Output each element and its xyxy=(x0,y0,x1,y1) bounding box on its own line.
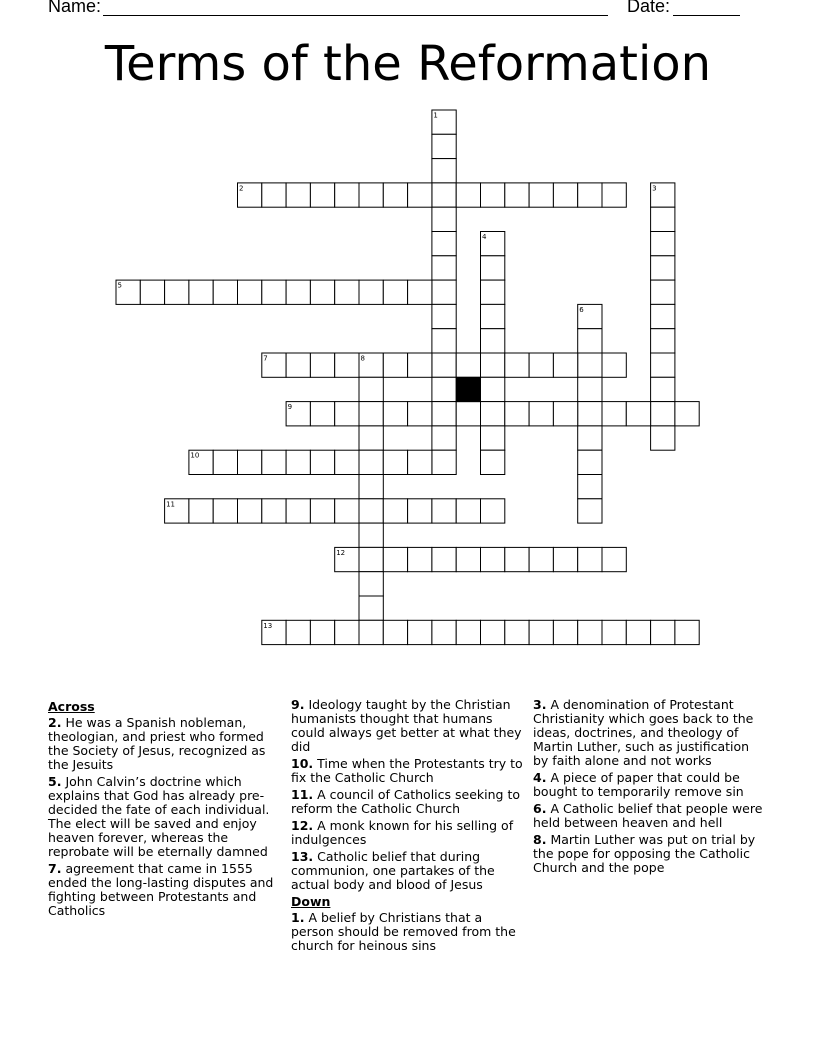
cell-number: 6 xyxy=(579,305,584,314)
cell-number: 5 xyxy=(117,281,122,290)
grid-cell[interactable] xyxy=(310,499,334,523)
cell-number: 1 xyxy=(433,111,438,120)
grid-cell[interactable] xyxy=(626,620,650,644)
grid-cell[interactable] xyxy=(432,329,456,353)
grid-cell[interactable] xyxy=(408,353,432,377)
grid-cell[interactable] xyxy=(359,620,383,644)
grid-cell[interactable] xyxy=(335,183,359,207)
grid-cell[interactable] xyxy=(310,280,334,304)
clue-across-11 xyxy=(291,788,523,816)
date-label: Date: xyxy=(627,0,671,16)
grid-cell[interactable] xyxy=(408,402,432,426)
grid-cell[interactable] xyxy=(359,523,383,547)
across-heading: Across xyxy=(48,699,95,714)
grid-cell[interactable] xyxy=(651,232,675,256)
grid-cell[interactable] xyxy=(310,402,334,426)
grid-cell[interactable] xyxy=(651,304,675,328)
grid-cell[interactable] xyxy=(602,183,626,207)
grid-cell[interactable] xyxy=(456,499,480,523)
grid-cell[interactable] xyxy=(335,353,359,377)
grid-cell[interactable] xyxy=(189,280,213,304)
clue-number: 3. xyxy=(533,697,547,712)
clue-down-6 xyxy=(533,802,765,830)
grid-cell[interactable] xyxy=(408,499,432,523)
grid-cell[interactable] xyxy=(578,450,602,474)
grid-cell[interactable] xyxy=(456,353,480,377)
grid-cell[interactable] xyxy=(578,183,602,207)
grid-cell[interactable] xyxy=(213,280,237,304)
grid-cell[interactable] xyxy=(432,499,456,523)
grid-cell[interactable] xyxy=(383,183,407,207)
grid-cell[interactable] xyxy=(286,450,310,474)
grid-cell[interactable] xyxy=(481,256,505,280)
grid-cell[interactable] xyxy=(359,426,383,450)
grid-cell[interactable] xyxy=(408,280,432,304)
grid-cell[interactable] xyxy=(602,402,626,426)
grid-cell[interactable] xyxy=(578,499,602,523)
grid-cell[interactable] xyxy=(359,596,383,620)
grid-cell[interactable] xyxy=(578,620,602,644)
clue-text: A Catholic belief that people were held between heaven and hell xyxy=(533,801,763,830)
grid-cell[interactable] xyxy=(651,280,675,304)
grid-cell[interactable] xyxy=(383,450,407,474)
grid-cell[interactable] xyxy=(602,620,626,644)
clue-number: 4. xyxy=(533,770,547,785)
grid-cell[interactable] xyxy=(310,183,334,207)
grid-cell[interactable] xyxy=(262,499,286,523)
clue-number: 1. xyxy=(291,910,305,925)
grid-cell[interactable] xyxy=(262,450,286,474)
grid-cell[interactable] xyxy=(262,280,286,304)
cell-number: 8 xyxy=(360,354,365,363)
clue-number: 7. xyxy=(48,861,62,876)
grid-cell[interactable] xyxy=(432,183,456,207)
clue-across-13 xyxy=(291,850,523,892)
grid-cell[interactable] xyxy=(262,183,286,207)
cell-number: 4 xyxy=(482,233,487,241)
grid-cell[interactable] xyxy=(359,402,383,426)
grid-cell[interactable] xyxy=(651,329,675,353)
grid-cell[interactable] xyxy=(432,547,456,571)
grid-cell[interactable] xyxy=(359,450,383,474)
grid-cell[interactable] xyxy=(505,620,529,644)
grid-cell[interactable] xyxy=(432,256,456,280)
grid-cell[interactable] xyxy=(529,547,553,571)
grid-cell[interactable] xyxy=(481,353,505,377)
clue-number: 2. xyxy=(48,715,62,730)
clue-across-9 xyxy=(291,698,523,754)
clue-across-10 xyxy=(291,757,523,785)
grid-cell[interactable] xyxy=(286,280,310,304)
clue-across-5 xyxy=(48,775,280,859)
grid-cell[interactable] xyxy=(481,547,505,571)
grid-cell[interactable] xyxy=(408,620,432,644)
grid-cell[interactable] xyxy=(432,377,456,401)
grid-cell[interactable] xyxy=(505,402,529,426)
grid-cell[interactable] xyxy=(238,450,262,474)
cell-number: 2 xyxy=(239,184,244,193)
grid-cell[interactable] xyxy=(359,280,383,304)
grid-cell[interactable] xyxy=(140,280,164,304)
grid-cell[interactable] xyxy=(456,620,480,644)
grid-cell[interactable] xyxy=(481,450,505,474)
grid-cell[interactable] xyxy=(213,499,237,523)
grid-cell[interactable] xyxy=(675,402,699,426)
grid-cell[interactable] xyxy=(432,207,456,231)
clue-text: A piece of paper that could be bought to temporarily remove sin xyxy=(533,770,744,799)
grid-cell[interactable] xyxy=(651,402,675,426)
clue-down-1 xyxy=(291,911,523,953)
cell-number: 10 xyxy=(190,451,200,460)
grid-cell[interactable] xyxy=(238,499,262,523)
grid-cell[interactable] xyxy=(432,620,456,644)
clue-text: Martin Luther was put on trial by the pope for opposing the Catholic Church and the pope xyxy=(533,832,756,875)
grid-cell[interactable] xyxy=(383,402,407,426)
grid-cell[interactable] xyxy=(651,377,675,401)
clue-text: A denomination of Protestant Christianity which goes back to the ideas, doctrines, and theology of Martin Luther, such as justification by faith alone and not works xyxy=(533,697,754,768)
grid-cell[interactable] xyxy=(432,304,456,328)
clue-text: Time when the Protestants try to fix the Catholic Church xyxy=(291,756,523,785)
grid-cell[interactable] xyxy=(651,207,675,231)
name-label: Name: xyxy=(48,0,102,16)
grid-cell[interactable] xyxy=(310,450,334,474)
clue-text: Catholic belief that during communion, one partakes of the actual body and blood of Jesus xyxy=(291,849,495,892)
clue-text: agreement that came in 1555 ended the long-lasting disputes and fighting between Protestants and Catholics xyxy=(48,861,274,918)
grid-cell[interactable] xyxy=(651,353,675,377)
clue-text: A council of Catholics seeking to reform the Catholic Church xyxy=(291,787,520,816)
grid-cell[interactable] xyxy=(578,377,602,401)
grid-cell[interactable] xyxy=(165,280,189,304)
clue-text: John Calvin’s doctrine which explains that God has already pre-decided the fate of each individual. The elect will be saved and enjoy heaven forever, whereas the reprobate will be eternally damned xyxy=(48,774,270,859)
grid-cell[interactable] xyxy=(335,402,359,426)
grid-cell[interactable] xyxy=(456,402,480,426)
grid-cell[interactable] xyxy=(481,329,505,353)
cell-number: 13 xyxy=(263,621,273,630)
grid-cell[interactable] xyxy=(651,620,675,644)
clue-across-7 xyxy=(48,862,280,918)
grid-cell[interactable] xyxy=(481,183,505,207)
grid-cell[interactable] xyxy=(383,620,407,644)
grid-cell[interactable] xyxy=(481,280,505,304)
cell-number: 12 xyxy=(336,548,346,557)
grid-cell[interactable] xyxy=(651,256,675,280)
grid-cell[interactable] xyxy=(578,426,602,450)
grid-cell[interactable] xyxy=(359,572,383,596)
grid-cell[interactable] xyxy=(578,329,602,353)
clue-number: 9. xyxy=(291,697,305,712)
clue-number: 11. xyxy=(291,787,314,802)
clue-number: 10. xyxy=(291,756,314,771)
clue-down-4 xyxy=(533,771,765,799)
grid-cell[interactable] xyxy=(408,183,432,207)
grid-cell[interactable] xyxy=(408,450,432,474)
clue-across-2 xyxy=(48,716,280,772)
grid-cell[interactable] xyxy=(189,499,213,523)
grid-cell[interactable] xyxy=(359,499,383,523)
grid-cell[interactable] xyxy=(505,183,529,207)
grid-cell[interactable] xyxy=(553,402,577,426)
grid-cell[interactable] xyxy=(286,183,310,207)
grid-cell[interactable] xyxy=(383,280,407,304)
grid-cell[interactable] xyxy=(383,353,407,377)
grid-cell[interactable] xyxy=(505,353,529,377)
grid-cell[interactable] xyxy=(675,620,699,644)
grid-cell[interactable] xyxy=(286,620,310,644)
grid-cell[interactable] xyxy=(578,402,602,426)
clue-number: 13. xyxy=(291,849,314,864)
grid-cell[interactable] xyxy=(553,547,577,571)
grid-cell[interactable] xyxy=(286,499,310,523)
grid-cell[interactable] xyxy=(529,353,553,377)
clue-number: 6. xyxy=(533,801,547,816)
clue-down-3 xyxy=(533,698,765,768)
grid-cell[interactable] xyxy=(481,304,505,328)
grid-cell[interactable] xyxy=(432,232,456,256)
grid-cell[interactable] xyxy=(383,547,407,571)
grid-cell[interactable] xyxy=(432,280,456,304)
clue-text: Ideology taught by the Christian humanists thought that humans could always get better at what they did xyxy=(291,697,522,754)
clue-text: A belief by Christians that a person should be removed from the church for heinous sins xyxy=(291,910,516,953)
grid-cell[interactable] xyxy=(578,353,602,377)
grid-cell[interactable] xyxy=(335,499,359,523)
clue-across-12 xyxy=(291,819,523,847)
clue-number: 8. xyxy=(533,832,547,847)
grid-cell[interactable] xyxy=(602,547,626,571)
grid-cell[interactable] xyxy=(359,547,383,571)
clue-down-8 xyxy=(533,833,765,875)
grid-cell[interactable] xyxy=(238,280,262,304)
grid-cell[interactable] xyxy=(432,353,456,377)
grid-cell[interactable] xyxy=(432,450,456,474)
cell-number: 3 xyxy=(652,184,657,193)
grid-cell[interactable] xyxy=(578,547,602,571)
grid-cell[interactable] xyxy=(383,499,407,523)
grid-cell[interactable] xyxy=(481,402,505,426)
clue-text: He was a Spanish nobleman, theologian, and priest who formed the Society of Jesus, recognized as the Jesuits xyxy=(48,715,266,772)
grid-cell[interactable] xyxy=(432,134,456,158)
grid-cell[interactable] xyxy=(359,475,383,499)
grid-cell[interactable] xyxy=(456,183,480,207)
grid-cell[interactable] xyxy=(481,426,505,450)
grid-cell[interactable] xyxy=(481,620,505,644)
grid-cell[interactable] xyxy=(529,620,553,644)
grid-cell[interactable] xyxy=(529,402,553,426)
clue-text: A monk known for his selling of indulgences xyxy=(291,818,514,847)
grid-cell[interactable] xyxy=(213,450,237,474)
grid-cell[interactable] xyxy=(335,620,359,644)
grid-cell[interactable] xyxy=(359,183,383,207)
clues-column-1 xyxy=(48,698,280,921)
grid-cell[interactable] xyxy=(456,547,480,571)
grid-cell[interactable] xyxy=(335,450,359,474)
grid-cell[interactable] xyxy=(359,377,383,401)
grid-cell[interactable] xyxy=(310,353,334,377)
cell-number: 9 xyxy=(287,403,293,412)
grid-cell[interactable] xyxy=(553,620,577,644)
grid-cell[interactable] xyxy=(626,402,650,426)
grid-cell[interactable] xyxy=(286,353,310,377)
grid-cell[interactable] xyxy=(310,620,334,644)
black-cell xyxy=(456,377,480,401)
grid-cell[interactable] xyxy=(408,547,432,571)
cell-number: 11 xyxy=(166,500,176,509)
clues-column-2 xyxy=(291,698,523,956)
clues-column-3 xyxy=(533,698,765,878)
grid-cell[interactable] xyxy=(481,499,505,523)
grid-cell[interactable] xyxy=(432,402,456,426)
grid-cell[interactable] xyxy=(578,475,602,499)
grid-cell[interactable] xyxy=(335,280,359,304)
grid-cell[interactable] xyxy=(529,183,553,207)
down-heading: Down xyxy=(291,894,331,909)
grid-cell[interactable] xyxy=(651,426,675,450)
grid-cell[interactable] xyxy=(602,353,626,377)
grid-cell[interactable] xyxy=(505,547,529,571)
grid-cell[interactable] xyxy=(553,353,577,377)
grid-cell[interactable] xyxy=(553,183,577,207)
clue-number: 5. xyxy=(48,774,62,789)
grid-cell[interactable] xyxy=(432,426,456,450)
grid-cell[interactable] xyxy=(481,377,505,401)
cell-number: 7 xyxy=(263,354,268,363)
grid-cell[interactable] xyxy=(432,159,456,183)
clue-number: 12. xyxy=(291,818,314,833)
page-title: Terms of the Reformation xyxy=(104,36,712,92)
